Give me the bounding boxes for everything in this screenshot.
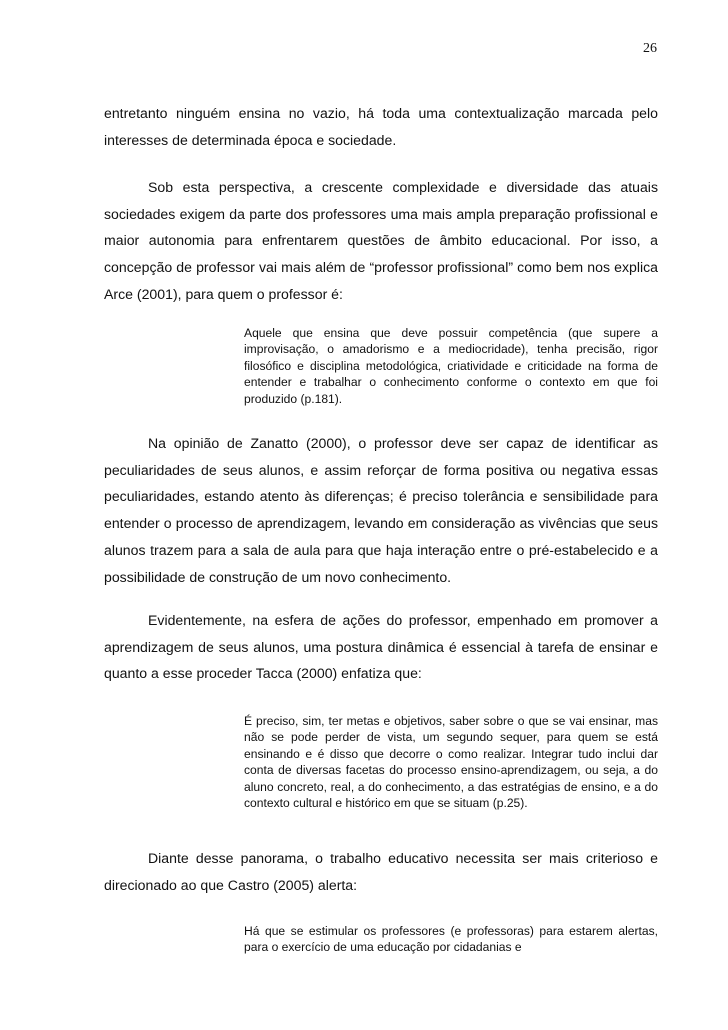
paragraph-1: entretanto ninguém ensina no vazio, há toda uma contextualização marcada pelo interesses de determinada época e sociedade. [104,105,658,148]
block-quote-2: É preciso, sim, ter metas e objetivos, saber sobre o que se vai ensinar, mas não se pode perder de vista, um segundo sequer, para quem se está ensinando e é disso que decorre o como realizar. Integrar tudo inclui dar conta de diversas facetas do processo ensino-aprendizagem, ou seja, a do aluno concreto, real, a do conhecimento, a das estratégias de ensino, e a do contexto cultural e histórico em que se situam (p.25). [244,714,658,811]
paragraph-4: Evidentemente, na esfera de ações do professor, empenhado em promover a aprendizagem de seus alunos, uma postura dinâmica é essencial à tarefa de ensinar e quanto a esse proceder Tacca (2000) enfatiza que: [104,612,658,682]
paragraph-3: Na opinião de Zanatto (2000), o professor deve ser capaz de identificar as peculiaridades de seus alunos, e assim reforçar de forma positiva ou negativa essas peculiaridades, estando atento às diferenças; é preciso tolerância e sensibilidade para entender o processo de aprendizagem, levando em consideração as vivências que seus alunos trazem para a sala de aula para que haja interação entre o pré-estabelecido e a possibilidade de construção de um novo conhecimento. [104,435,658,585]
block-quote-3: Há que se estimular os professores (e professoras) para estarem alertas, para o exercício de uma educação por cidadanias e [244,924,658,955]
block-quote-1: Aquele que ensina que deve possuir competência (que supere a improvisação, o amadorismo e a mediocridade), tenha precisão, rigor filosófico e disciplina metodológica, criatividade e criticidade na forma de entender e trabalhar o conhecimento conforme o contexto em que foi produzido (p.181). [244,326,658,406]
paragraph-2: Sob esta perspectiva, a crescente complexidade e diversidade das atuais sociedades exigem da parte dos professores uma mais ampla preparação profissional e maior autonomia para enfrentarem questões de âmbito educacional. Por isso, a concepção de professor vai mais além de “professor profissional” como bem nos explica Arce (2001), para quem o professor é: [104,179,658,302]
paragraph-5: Diante desse panorama, o trabalho educativo necessita ser mais criterioso e direcionado ao que Castro (2005) alerta: [104,850,658,893]
page-number: 26 [643,41,657,56]
